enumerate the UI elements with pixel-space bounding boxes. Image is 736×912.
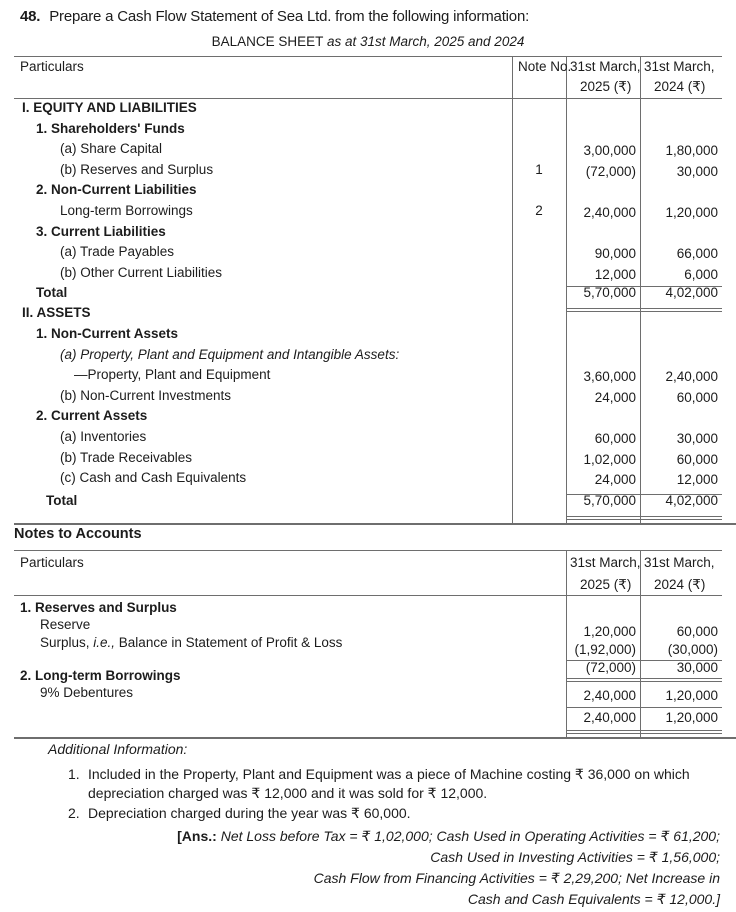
- row-value-2024: 60,000: [676, 389, 718, 405]
- row-label: (a) Inventories: [60, 429, 147, 444]
- table-row: [14, 263, 736, 283]
- notes-title: Notes to Accounts: [14, 526, 142, 542]
- answer-line-3: Cash Flow from Financing Activities = ₹ 2,29,200; Net Increase in: [313, 870, 720, 886]
- row-label: Total: [36, 285, 68, 301]
- notes-table: [14, 550, 736, 740]
- row-label: 2. Non-Current Liabilities: [36, 182, 197, 198]
- balance-sheet-title-plain: BALANCE SHEET: [211, 34, 324, 49]
- table-row: [14, 345, 736, 365]
- note1-surplus-2024: (30,000): [667, 642, 718, 657]
- row-value-2025: (72,000): [585, 163, 636, 179]
- item-number: 1.: [68, 766, 80, 782]
- table-row: [14, 98, 736, 118]
- item-text-line1: Included in the Property, Plant and Equipment was a piece of Machine costing ₹ 36,000 on which: [88, 766, 690, 782]
- header-particulars: Particulars: [20, 59, 84, 74]
- balance-sheet-title: [0, 34, 736, 49]
- additional-info-title: Additional Information:: [48, 741, 188, 757]
- row-label: Long-term Borrowings: [60, 203, 193, 218]
- table-row: [14, 222, 736, 242]
- item-number: 2.: [68, 805, 80, 821]
- row-label: 2. Current Assets: [36, 408, 148, 424]
- row-label: (a) Trade Payables: [60, 244, 175, 260]
- question-number: 48.: [20, 8, 41, 25]
- row-note-no: 2: [535, 203, 543, 218]
- answer-line-1: [120, 826, 720, 847]
- row-label: 1. Shareholders' Funds: [36, 120, 185, 136]
- note1-heading-row: [14, 598, 736, 618]
- row-label: —Property, Plant and Equipment: [74, 367, 271, 383]
- table-row: [14, 119, 736, 139]
- table-row: [14, 386, 736, 406]
- header-2025-line1: 31st March,: [570, 59, 641, 74]
- table-bottom-rule: [14, 523, 736, 525]
- note2-debentures-label: 9% Debentures: [40, 685, 134, 700]
- note1-total-2024: 30,000: [676, 660, 718, 675]
- note2-total-2025: 2,40,000: [583, 710, 636, 725]
- note1-surplus-2025: (1,92,000): [574, 642, 636, 657]
- row-value-2025: 3,00,000: [583, 143, 636, 159]
- answer-label: [Ans.:: [177, 828, 217, 844]
- additional-info-item-1: [68, 765, 728, 805]
- row-value-2025: 12,000: [594, 266, 636, 282]
- table-row: [14, 180, 736, 200]
- note1-surplus-label: Surplus, i.e., Balance in Statement of Profit & Loss: [40, 635, 343, 650]
- row-value-2025: 5,70,000: [583, 492, 636, 508]
- row-value-2025: 5,70,000: [583, 285, 636, 301]
- row-value-2024: 30,000: [676, 163, 718, 179]
- additional-info-item-2: [68, 804, 728, 824]
- header-2025-line1: 31st March,: [570, 555, 641, 570]
- note2-debentures-row: [14, 684, 736, 704]
- row-label: (a) Property, Plant and Equipment and Intangible Assets:: [60, 346, 400, 362]
- row-value-2025: 24,000: [594, 472, 636, 488]
- note2-heading: 2. Long-term Borrowings: [20, 668, 181, 683]
- note2-double-rule-2: [566, 733, 722, 734]
- row-value-2024: 2,40,000: [665, 369, 718, 385]
- table-row: [14, 139, 736, 159]
- row-value-2024: 1,80,000: [665, 143, 718, 159]
- table-row: [14, 303, 736, 323]
- row-label: (a) Share Capital: [60, 141, 163, 157]
- total-double-rule-2: [566, 519, 722, 520]
- row-value-2024: 1,20,000: [665, 205, 718, 220]
- row-label: 1. Non-Current Assets: [36, 326, 179, 341]
- header-note-no: Note No.: [518, 59, 572, 74]
- note2-total-2024: 1,20,000: [665, 710, 718, 725]
- header-2025-line2: 2025 (₹): [580, 79, 632, 94]
- row-label: (c) Cash and Cash Equivalents: [60, 470, 247, 486]
- table-top-rule: [14, 550, 722, 551]
- row-value-2025: 2,40,000: [583, 205, 636, 220]
- table-row: [14, 468, 736, 488]
- balance-sheet-title-date: as at 31st March, 2025 and 2024: [326, 34, 525, 49]
- table-row: [14, 201, 736, 221]
- table-row: [14, 448, 736, 468]
- row-label: (b) Reserves and Surplus: [60, 161, 214, 177]
- row-label: 3. Current Liabilities: [36, 223, 166, 239]
- note1-total-2025: (72,000): [585, 660, 636, 675]
- note2-debentures-2024: 1,20,000: [665, 688, 718, 703]
- question-text: Prepare a Cash Flow Statement of Sea Ltd. from the following information:: [49, 8, 530, 25]
- row-label: (b) Trade Receivables: [60, 449, 193, 465]
- row-value-2024: 60,000: [676, 451, 718, 467]
- note1-surplus-row: [14, 634, 736, 657]
- note2-double-rule-1: [566, 730, 722, 731]
- row-value-2024: 12,000: [676, 472, 718, 488]
- row-value-2025: 24,000: [594, 389, 636, 405]
- row-note-no: 1: [535, 161, 543, 177]
- table-row: [14, 406, 736, 426]
- row-label: II. ASSETS: [22, 305, 91, 321]
- total-double-rule-1: [566, 516, 722, 517]
- table-row: [14, 427, 736, 447]
- row-value-2024: 4,02,000: [665, 285, 718, 301]
- answer-block: [120, 826, 720, 910]
- table-row: [14, 365, 736, 385]
- row-value-2024: 30,000: [676, 431, 718, 446]
- note2-debentures-2025: 2,40,000: [583, 688, 636, 703]
- header-2024-line2: 2024 (₹): [654, 79, 706, 94]
- answer-text: Net Loss before Tax = ₹ 1,02,000; Cash Used in Operating Activities = ₹ 61,200;: [220, 828, 720, 844]
- note2-total-row: [14, 708, 736, 728]
- answer-line-2: Cash Used in Investing Activities = ₹ 1,56,000;: [430, 849, 720, 865]
- table-row: [14, 160, 736, 180]
- table-row: [14, 283, 736, 303]
- row-label: (b) Non-Current Investments: [60, 387, 232, 403]
- table-row: [14, 242, 736, 262]
- note1-reserve-2025: 1,20,000: [583, 624, 636, 639]
- row-label: (b) Other Current Liabilities: [60, 264, 223, 280]
- balance-sheet-table: [14, 56, 736, 526]
- answer-line-4: Cash and Cash Equivalents = ₹ 12,000.]: [467, 891, 720, 907]
- table-row: [14, 491, 736, 511]
- header-2024-line1: 31st March,: [644, 59, 715, 74]
- note1-reserve-label: Reserve: [40, 617, 91, 632]
- header-particulars: Particulars: [20, 555, 84, 570]
- table-row: [14, 324, 736, 344]
- row-value-2025: 60,000: [594, 431, 636, 446]
- row-value-2025: 1,02,000: [583, 451, 636, 467]
- item-text-line2: depreciation charged was ₹ 12,000 and it was sold for ₹ 12,000.: [88, 785, 488, 801]
- row-value-2025: 3,60,000: [583, 369, 636, 385]
- row-value-2024: 6,000: [684, 266, 718, 282]
- note2-heading-row: [14, 666, 736, 686]
- row-label: I. EQUITY AND LIABILITIES: [22, 100, 197, 115]
- note1-reserve-2024: 60,000: [676, 624, 718, 639]
- row-value-2024: 4,02,000: [665, 492, 718, 508]
- note1-heading: 1. Reserves and Surplus: [20, 600, 177, 615]
- note1-reserve-row: [14, 616, 736, 639]
- row-label: Total: [46, 492, 78, 508]
- header-2024-line1: 31st March,: [644, 555, 715, 570]
- question-line: [20, 8, 529, 25]
- header-bottom-rule: [14, 595, 722, 596]
- row-value-2024: 66,000: [676, 246, 718, 262]
- row-value-2025: 90,000: [594, 246, 636, 262]
- header-2025-line2: 2025 (₹): [580, 577, 632, 592]
- table-bottom-rule: [14, 737, 736, 739]
- header-2024-line2: 2024 (₹): [654, 577, 706, 592]
- item-text-line1: Depreciation charged during the year was ₹ 60,000.: [88, 805, 411, 821]
